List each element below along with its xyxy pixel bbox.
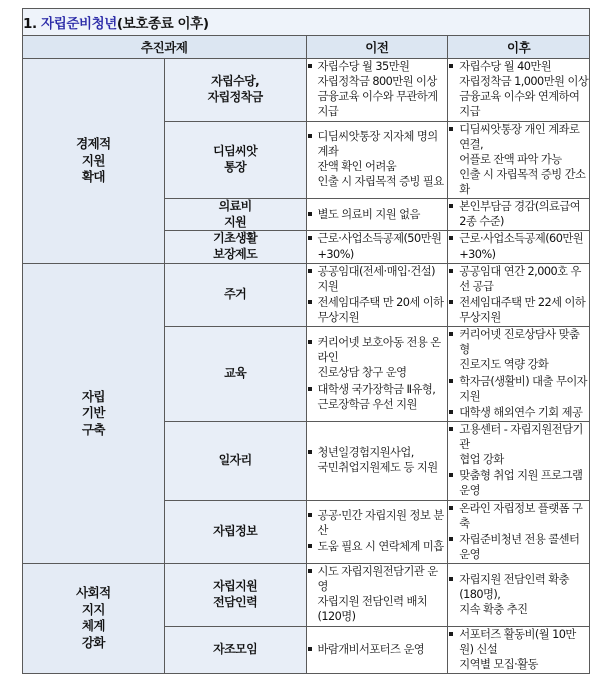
bullet-text: 학자금(생활비) 대출 무이자 지원: [459, 374, 588, 403]
bullet-item: [307, 382, 448, 412]
bullet-item: [448, 532, 589, 562]
bullet-subtext: 국민취업지원제도 등 지원: [317, 461, 438, 475]
bullet-item: [448, 501, 589, 531]
after-cell: [448, 327, 590, 422]
bullet-item: [448, 374, 589, 404]
bullet-list-before: [307, 231, 448, 261]
after-cell: [448, 231, 590, 263]
bullet-item: [448, 405, 589, 420]
bullet-text: 디딤씨앗통장 지자체 명의 계좌: [317, 130, 438, 159]
before-cell: [306, 626, 448, 673]
table-row: [23, 564, 590, 627]
bullet-text: 디딤씨앗통장 개인 계좌로 연결,: [459, 122, 580, 151]
task-label-line: 보장제도: [213, 247, 258, 261]
bullet-subtext: 진로상담 창구 운영: [317, 366, 407, 380]
bullet-list-before: [307, 508, 448, 554]
table-row: [23, 59, 590, 122]
bullet-subtext: 지역별 모집·활동: [459, 657, 538, 671]
bullet-item: [448, 264, 589, 294]
bullet-item: [307, 335, 448, 380]
category-label-line: 체계: [81, 618, 105, 634]
category-label-line: 기반: [81, 405, 105, 421]
bullet-text: 청년일경험지원사업,: [317, 446, 414, 460]
task-cell: [164, 500, 306, 564]
bullet-subtext: 금융교육 이수와 연계하여 지급: [459, 90, 580, 119]
bullet-list-before: [307, 129, 448, 190]
table-row: [23, 263, 590, 327]
task-label-line: 일자리: [218, 452, 252, 467]
bullet-text: 전세임대주택 만 20세 이하: [317, 295, 444, 309]
category-label-line: 지원: [81, 152, 105, 168]
bullet-item: [448, 572, 589, 617]
task-label-line: 기초생활: [213, 231, 258, 246]
before-cell: [306, 263, 448, 327]
category-label-line: 경제적: [76, 136, 111, 152]
bullet-text: 대학생 국가장학금 Ⅱ유형,: [317, 382, 436, 396]
task-cell: [164, 231, 306, 263]
bullet-subtext: 지속 확충 추진: [459, 602, 528, 616]
bullet-subtext: 무상지원: [317, 311, 359, 324]
bullet-list-before: [307, 642, 448, 657]
task-cell: [164, 421, 306, 500]
task-label-line: 전담인력: [213, 594, 258, 609]
task-label-line: 디딤씨앗: [213, 144, 258, 159]
bullet-list-after: [448, 59, 589, 120]
after-cell: [448, 626, 590, 673]
bullet-text: 본인부담금 경감(의료급여 2종 수준): [459, 200, 581, 229]
bullet-list-before: [307, 335, 448, 412]
bullet-text: 온라인 자립정보 플랫폼 구축: [459, 501, 583, 530]
bullet-list-before: [307, 207, 448, 222]
title-highlight: 자립준비청년: [41, 16, 117, 32]
task-cell: [164, 263, 306, 327]
bullet-text: 별도 의료비 지원 없음: [317, 207, 420, 221]
bullet-item: [448, 468, 589, 498]
category-cell: [23, 263, 165, 563]
task-cell: [164, 121, 306, 199]
task-label-line: 자립수당,: [211, 74, 260, 89]
column-header-after: 이후: [448, 36, 590, 59]
bullet-subtext: 근로장학금 우선 지원: [317, 397, 417, 411]
bullet-item: [307, 207, 448, 222]
task-label-line: 교육: [224, 366, 247, 381]
before-cell: [306, 421, 448, 500]
bullet-item: [307, 295, 448, 325]
bullet-subtext: 어플로 잔액 파악 가능: [459, 152, 562, 166]
bullet-item: [307, 564, 448, 625]
title-number: 1.: [23, 16, 37, 32]
after-cell: [448, 121, 590, 199]
bullet-list-before: [307, 264, 448, 326]
task-label-line: 지원: [224, 214, 247, 229]
before-cell: [306, 564, 448, 627]
bullet-item: [307, 642, 448, 657]
category-label-line: 자립: [81, 388, 105, 404]
task-label-line: 의료비: [218, 199, 252, 214]
bullet-subtext: 자립지원 전담인력 배치(120명): [317, 595, 428, 624]
task-cell: [164, 59, 306, 122]
before-cell: [306, 327, 448, 422]
table-body: [23, 9, 590, 674]
bullet-subtext: 자립정착금 800만원 이상: [317, 75, 437, 89]
bullet-text: 시도 자립지원전담기관 운영: [317, 565, 438, 594]
header-row: [23, 36, 590, 59]
bullet-text: 근로·사업소득공제(60만원+30%): [459, 232, 584, 261]
task-label-line: 자조모임: [213, 641, 258, 656]
category-label-line: 확대: [81, 169, 105, 185]
bullet-text: 바람개비서포터즈 운영: [317, 642, 425, 656]
bullet-item: [307, 59, 448, 120]
bullet-text: 도움 필요 시 연락체계 미흡: [317, 540, 444, 554]
bullet-subtext: 무상지원: [459, 311, 501, 324]
bullet-item: [307, 264, 448, 294]
task-label-line: 자립정착금: [207, 89, 263, 104]
bullet-item: [448, 231, 589, 261]
after-cell: [448, 199, 590, 231]
category-cell: [23, 59, 165, 264]
before-cell: [306, 199, 448, 231]
bullet-list-after: [448, 501, 589, 563]
column-header-before: 이전: [306, 36, 448, 59]
bullet-item: [307, 539, 448, 554]
after-cell: [448, 421, 590, 500]
bullet-item: [448, 327, 589, 372]
category-label-line: 강화: [81, 634, 105, 650]
bullet-list-after: [448, 572, 589, 617]
before-cell: [306, 59, 448, 122]
bullet-text: 공공·민간 자립지원 정보 분산: [317, 509, 444, 538]
bullet-list-after: [448, 627, 589, 672]
bullet-subtext: 진로지도 역량 강화: [459, 358, 549, 372]
bullet-list-after: [448, 264, 589, 326]
bullet-subtext: 잔액 확인 어려움: [317, 160, 397, 174]
bullet-subtext: 자립정착금 1,000만원 이상: [459, 75, 589, 89]
after-cell: [448, 564, 590, 627]
column-header-task: 추진과제: [23, 36, 307, 59]
bullet-text: 자립수당 월 35만원: [317, 60, 410, 73]
bullet-item: [448, 122, 589, 198]
bullet-list-after: [448, 231, 589, 261]
bullet-item: [307, 231, 448, 261]
bullet-text: 전세임대주택 만 22세 이하: [459, 295, 586, 309]
task-cell: [164, 626, 306, 673]
bullet-text: 자립수당 월 40만원: [459, 60, 552, 73]
category-label-line: 사회적: [76, 585, 111, 601]
bullet-text: 자립준비청년 전용 콜센터 운영: [459, 532, 580, 561]
title-rest: (보호종료 이후): [116, 16, 209, 32]
bullet-item: [448, 627, 589, 672]
before-cell: [306, 231, 448, 263]
bullet-list-after: [448, 327, 589, 420]
bullet-text: 대학생 해외연수 기회 제공: [459, 405, 583, 419]
category-cell: [23, 564, 165, 674]
bullet-subtext: 인출 시 자립목적 증빙 간소화: [459, 167, 586, 196]
task-label-line: 통장: [224, 159, 247, 174]
bullet-list-after: [448, 422, 589, 499]
bullet-list-before: [307, 445, 448, 475]
bullet-item: [448, 422, 589, 467]
bullet-subtext: 금융교육 이수와 무관하게 지급: [317, 90, 438, 119]
task-cell: [164, 199, 306, 231]
bullet-list-after: [448, 122, 589, 198]
task-label-line: 주거: [224, 287, 247, 302]
task-cell: [164, 327, 306, 422]
bullet-text: 자립지원 전담인력 확충(180명),: [459, 572, 569, 601]
bullet-text: 공공임대 연간 2,000호 우선 공급: [459, 264, 581, 293]
before-cell: [306, 500, 448, 564]
bullet-text: 공공임대(전세·매입·건설) 지원: [317, 264, 435, 293]
category-label-line: 구축: [81, 421, 105, 437]
task-cell: [164, 564, 306, 627]
bullet-subtext: 인출 시 자립목적 증빙 필요: [317, 175, 444, 189]
bullet-text: 커리어넷 보호아동 전용 온라인: [317, 336, 441, 365]
bullet-item: [448, 59, 589, 120]
bullet-item: [307, 508, 448, 538]
bullet-text: 맞춤형 취업 지원 프로그램 운영: [459, 469, 583, 498]
bullet-item: [307, 129, 448, 190]
page-title: [23, 9, 590, 36]
task-label-line: 자립지원: [213, 579, 258, 594]
after-cell: [448, 263, 590, 327]
bullet-text: 커리어넷 진로상담사 맞춤형: [459, 328, 580, 357]
bullet-item: [448, 199, 589, 229]
after-cell: [448, 59, 590, 122]
bullet-text: 서포터즈 활동비(월 10만원) 신설: [459, 627, 576, 656]
bullet-text: 근로·사업소득공제(50만원+30%): [317, 232, 442, 261]
bullet-item: [448, 295, 589, 325]
before-cell: [306, 121, 448, 199]
bullet-text: 고용센터 - 자립지원전담기관: [459, 422, 583, 451]
bullet-list-before: [307, 59, 448, 120]
policy-comparison-table: [22, 8, 590, 674]
bullet-subtext: 협업 강화: [459, 453, 504, 467]
bullet-item: [307, 445, 448, 475]
bullet-list-before: [307, 564, 448, 625]
category-label-line: 지지: [81, 601, 105, 617]
bullet-list-after: [448, 199, 589, 229]
task-label-line: 자립정보: [213, 523, 258, 538]
after-cell: [448, 500, 590, 564]
title-row: [23, 9, 590, 36]
